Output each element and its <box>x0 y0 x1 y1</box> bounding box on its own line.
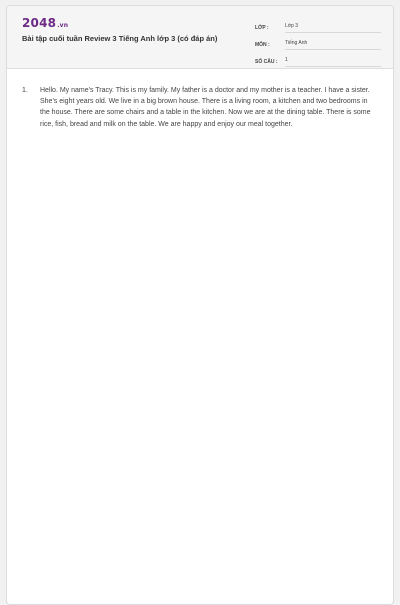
question-text: Hello. My name's Tracy. This is my family. My father is a doctor and my mother is a teacher. I have a sister. She's eight years old. We live in a big brown house. There is a living room, a kitchen and two bedrooms in the house. There are some chairs and a table in the kitchen. Now we are at the dining table. There is some rice, fish, bread and milk on the table. We are happy and enjoy our meal together. <box>40 87 371 128</box>
worksheet-header <box>7 6 393 69</box>
question-item <box>22 85 373 130</box>
page-title: Bài tập cuối tuần Review 3 Tiếng Anh lớp 3 (có đáp án) <box>22 34 218 43</box>
meta-row-subject <box>255 33 381 50</box>
site-logo[interactable] <box>22 16 68 33</box>
class-label: LỚP : <box>255 25 269 31</box>
meta-row-count <box>255 50 381 67</box>
logo-text: 2048 <box>22 16 57 30</box>
class-value: Lớp 3 <box>285 21 381 33</box>
worksheet-page <box>6 5 394 605</box>
worksheet-content <box>7 69 393 130</box>
worksheet-meta <box>255 16 381 67</box>
subject-value: Tiếng Anh <box>285 38 381 50</box>
meta-row-class <box>255 16 381 33</box>
question-count-value: 1 <box>285 55 381 67</box>
subject-label: MÔN : <box>255 42 270 48</box>
question-count-label: SỐ CÂU : <box>255 59 278 65</box>
logo-suffix: .vn <box>57 22 69 29</box>
question-number: 1. <box>22 87 28 94</box>
